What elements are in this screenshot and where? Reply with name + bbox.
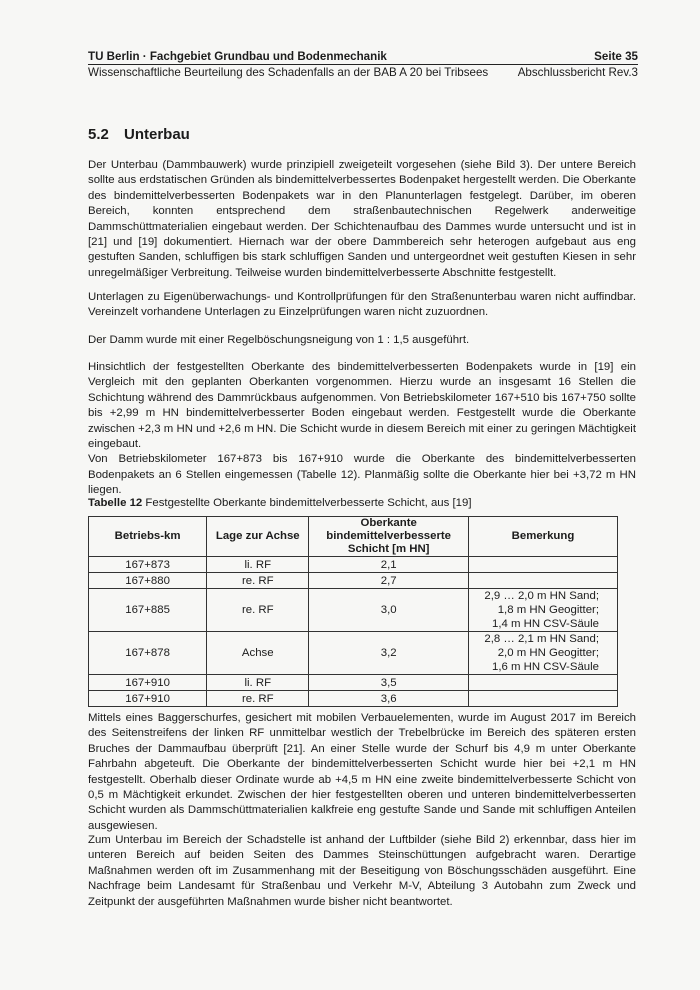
table-row [89,632,618,675]
table-cell: 2,8 … 2,1 m HN Sand; 2,0 m HN Geogitter; 1,6 m HN CSV-Säule [468,632,617,675]
table-cell: 167+910 [89,675,207,691]
table-cell: 2,9 … 2,0 m HN Sand; 1,8 m HN Geogitter; 1,4 m HN CSV-Säule [468,589,617,632]
page-header [88,50,638,64]
data-table [88,516,618,707]
column-header: Lage zur Achse [207,517,309,557]
table-row [89,589,618,632]
header-page-number: Seite 35 [594,50,638,63]
paragraph-text: Der Damm wurde mit einer Regelböschungsneigung von 1 : 1,5 ausgeführt. [88,334,470,346]
table-cell: li. RF [207,675,309,691]
table-cell: re. RF [207,589,309,632]
table-cell: 3,2 [309,632,469,675]
paragraph-text: Von Betriebskilometer 167+873 bis 167+910 wurde die Oberkante des bindemittelverbesserten Bodenpakets an 6 Stellen eingemessen (Tabelle 12). Planmäßig sollte die Oberkante hier bei +3,72 m HN liegen. [88,453,636,497]
table-cell: re. RF [207,691,309,707]
table-cell [468,557,617,573]
table-header-row [89,517,618,557]
table-cell: 2,7 [309,573,469,589]
section-number: 5.2 [88,126,109,143]
table-cell: 2,1 [309,557,469,573]
paragraph-text: Der Unterbau (Dammbauwerk) wurde prinzipiell zweigeteilt vorgesehen (siehe Bild 3). Der untere Bereich sollte aus erdstatischen Gründen als bindemittelverbessertes Bodenpaket hergestellt werden. Die Oberkante des bindemittelverbesserten Bodenpakets war in den Planunterlagen festgelegt. Darüber, im oberen Bereich, konnten entsprechend dem straßenbautechnischen Regelwerk anderweitige Dammschüttmaterialien eingebaut werden. Der Schichtenaufbau des Dammes wurde untersucht und ist in [21] und [19] dokumentiert. Hiernach war der obere Dammbereich sehr heterogen aufgebaut aus eng gestuften Sanden, schluffigen bis stark schluffigen Sanden und untergeordnet weit gestuften Kiesen in sehr unregelmäßiger Verbreitung. Teilweise wurden bindemittelverbesserte Abschnitte festgestellt. [88,159,636,279]
table-row [89,573,618,589]
section-title: Unterbau [124,126,190,143]
table-cell [468,691,617,707]
page-subheader [88,66,638,80]
column-header: Bemerkung [468,517,617,557]
table-cell: re. RF [207,573,309,589]
table-cell: 3,6 [309,691,469,707]
table-caption-text: Festgestellte Oberkante bindemittelverbesserte Schicht, aus [19] [142,497,472,509]
table-row [89,691,618,707]
paragraph [88,711,636,834]
table-cell: 3,0 [309,589,469,632]
table-cell [468,573,617,589]
paragraph-text: Zum Unterbau im Bereich der Schadstelle ist anhand der Luftbilder (siehe Bild 2) erkennbar, dass hier im unteren Bereich auf beiden Seiten des Dammes Steinschüttungen aufgebracht waren. Derartige Maßnahmen werden oft im Zusammenhang mit der Beseitigung von Böschungsschäden ausgeführt. Eine Nachfrage beim Landesamt für Straßenbau und Verkehr M-V, Abteilung 3 Autobahn zum Zweck und Zeitpunkt der ausgeführten Maßnahmen wurde bisher nicht beantwortet. [88,834,636,908]
header-institution: TU Berlin · Fachgebiet Grundbau und Bodenmechanik [88,50,387,63]
table-cell: 167+878 [89,632,207,675]
paragraph-text: Mittels eines Baggerschurfes, gesichert mit mobilen Verbauelementen, wurde im August 2017 im Bereich des Seitenstreifens der linken RF unmittelbar westlich der Trebelbrücke im Bereich des späteren ersten Bruches der Dammaufbau überprüft [21]. An einer Stelle wurde der Schurf bis 4,9 m unter Oberkante Fahrbahn abgeteuft. Die Oberkante der bindemittelverbesserten Schicht wurde hier bei +2,1 m HN festgestellt. Oberhalb dieser Ordinate wurde ab +4,5 m HN eine zweite bindemittelverbesserte Schicht von 0,5 m Mächtigkeit erkundet. Zwischen der hier festgestellten oberen und unteren bindemittelverbesserten Schicht wurden als Dammschüttmaterialien kalkfreie eng gestufte Sande und Sande mit schluffigen Anteilen ausgewiesen. [88,712,636,832]
table-cell: Achse [207,632,309,675]
paragraph [88,360,636,499]
table-cell [468,675,617,691]
header-report-version: Abschlussbericht Rev.3 [517,66,638,79]
column-header: Oberkante bindemittelverbesserte Schicht [m HN] [309,517,469,557]
table-cell: 167+873 [89,557,207,573]
paragraph [88,158,636,281]
paragraph [88,333,636,348]
table-cell: li. RF [207,557,309,573]
paragraph-text: Hinsichtlich der festgestellten Oberkante des bindemittelverbesserten Bodenpakets wurde in [19] ein Vergleich mit den geplanten Oberkanten vorgenommen. Hierzu wurde an insgesamt 16 Stellen die Schichtung während des Dammrückbaus aufgenommen. Von Betriebskilometer 167+510 bis 167+750 sollte bis +2,99 m HN bindemittelverbesserter Boden eingebaut werden. Festgestellt wurde die Oberkante zwischen +2,3 m HN und +2,6 m HN. Die Schicht wurde in diesem Bereich mit einer zu geringen Mächtigkeit eingebaut. [88,361,636,451]
table-row [89,675,618,691]
column-header: Betriebs-km [89,517,207,557]
paragraph-text: Unterlagen zu Eigenüberwachungs- und Kontrollprüfungen für den Straßenunterbau waren nicht auffindbar. Vereinzelt vorhandene Unterlagen zu Einzelprüfungen waren nicht zuzuordnen. [88,291,636,319]
table-row [89,557,618,573]
table-cell: 167+885 [89,589,207,632]
table-cell: 167+910 [89,691,207,707]
paragraph [88,833,636,910]
section-heading [88,126,190,143]
table-cell: 167+880 [89,573,207,589]
paragraph [88,290,636,321]
table-caption [88,497,471,509]
header-subtitle: Wissenschaftliche Beurteilung des Schadenfalls an der BAB A 20 bei Tribsees [88,66,489,79]
table-caption-label: Tabelle 12 [88,497,143,509]
table-cell: 3,5 [309,675,469,691]
header-divider [88,64,638,65]
